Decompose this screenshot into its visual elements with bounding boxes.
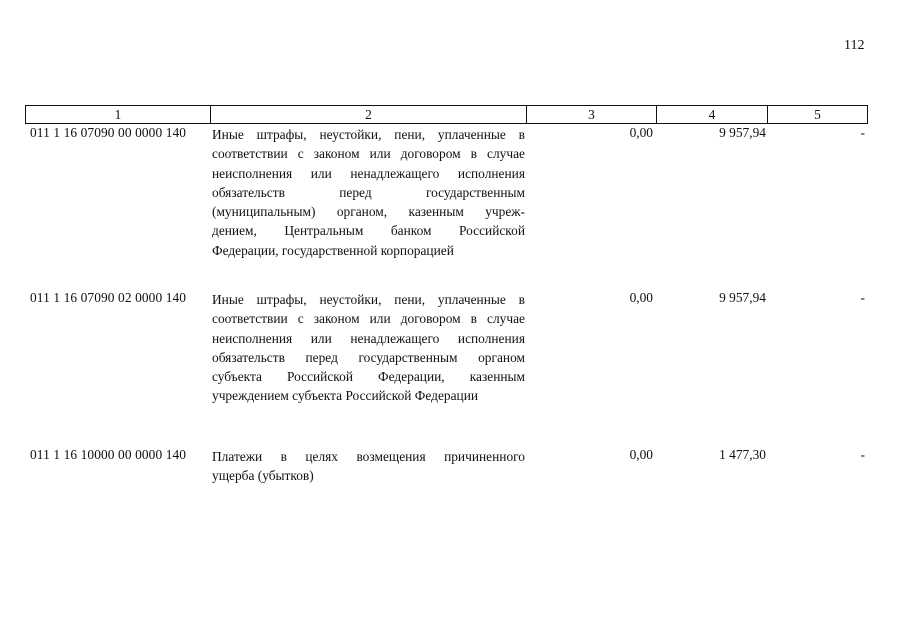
page-number: 112 bbox=[844, 38, 865, 53]
value-col-5: - bbox=[860, 447, 865, 462]
description-line: неисполнения или ненадлежащего исполнения bbox=[212, 165, 525, 181]
description-line: ущерба (убытков) bbox=[212, 468, 314, 484]
header-col-1: 1 bbox=[26, 106, 211, 123]
description-line: обязательств перед государственным органом bbox=[212, 349, 525, 365]
row-description bbox=[212, 447, 525, 486]
value-col-3: 0,00 bbox=[629, 290, 653, 305]
description-line: Платежи в целях возмещения причиненного bbox=[212, 449, 525, 464]
budget-code: 011 1 16 07090 00 0000 140 bbox=[30, 125, 187, 140]
description-line: субъекта Российской Федерации, казенным bbox=[212, 369, 525, 385]
budget-code: 011 1 16 07090 02 0000 140 bbox=[30, 290, 187, 305]
value-col-4: 9 957,94 bbox=[719, 290, 766, 305]
description-line: дением, Центральным банком Российской bbox=[212, 223, 525, 239]
row-description bbox=[212, 125, 525, 260]
value-col-4: 1 477,30 bbox=[719, 447, 766, 462]
value-col-5: - bbox=[860, 290, 865, 305]
value-col-3: 0,00 bbox=[629, 447, 653, 462]
budget-code: 011 1 16 10000 00 0000 140 bbox=[30, 447, 187, 462]
description-line: Федерации, государственной корпорацией bbox=[212, 242, 454, 258]
header-col-5: 5 bbox=[814, 107, 821, 122]
description-line: обязательств перед государственным bbox=[212, 184, 525, 200]
header-col-2: 2 bbox=[211, 106, 527, 123]
header-col-3: 3 bbox=[527, 106, 657, 123]
value-col-3: 0,00 bbox=[629, 125, 653, 140]
row-description bbox=[212, 290, 525, 406]
description-line: Иные штрафы, неустойки, пени, уплаченные в bbox=[212, 127, 525, 142]
description-line: (муниципальным) органом, казенным учреж- bbox=[212, 204, 525, 220]
description-line: неисполнения или ненадлежащего исполнения bbox=[212, 330, 525, 346]
header-col-4: 4 bbox=[657, 106, 768, 123]
value-col-4: 9 957,94 bbox=[719, 125, 766, 140]
description-line: учреждением субъекта Российской Федерации bbox=[212, 388, 479, 404]
description-line: Иные штрафы, неустойки, пени, уплаченные в bbox=[212, 292, 525, 307]
table-header bbox=[25, 105, 868, 124]
value-col-5: - bbox=[860, 125, 865, 140]
description-line: соответствии с законом или договором в случае bbox=[212, 146, 525, 162]
description-line: соответствии с законом или договором в случае bbox=[212, 311, 525, 327]
